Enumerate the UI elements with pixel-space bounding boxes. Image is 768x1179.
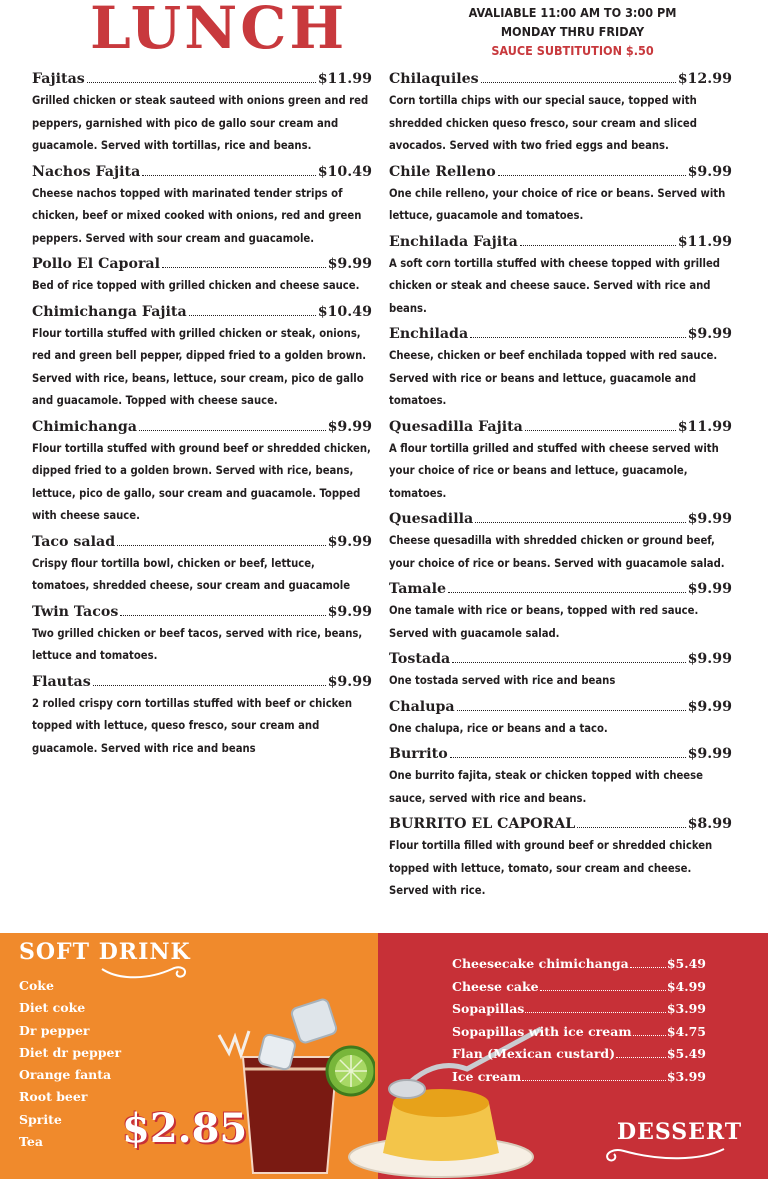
leader-dots <box>120 615 325 616</box>
menu-item <box>32 253 372 298</box>
dessert-price: $3.99 <box>666 1001 706 1016</box>
item-description: Cheese quesadilla with shredded chicken or ground beef, your choice of rice or beans. Served with guacamole salad. <box>389 534 725 570</box>
hours-info <box>455 3 690 60</box>
item-name: Taco salad <box>32 533 116 550</box>
item-name: Chimichanga Fajita <box>32 303 187 320</box>
item-name: Chalupa <box>389 698 455 715</box>
drink-price: $2.85 <box>122 1105 248 1152</box>
drink-item: Orange fanta <box>19 1067 112 1083</box>
dessert-item <box>452 998 706 1021</box>
dessert-price: $4.99 <box>666 978 706 994</box>
menu-column-right <box>389 68 732 906</box>
item-name: Chilaquiles <box>389 71 479 87</box>
item-description: One burrito fajita, steak or chicken topped with cheese sauce, served with rice and beans. <box>389 769 703 805</box>
item-description: Bed of rice topped with grilled chicken and cheese sauce. <box>32 279 360 292</box>
dessert-item <box>452 1043 706 1066</box>
leader-dots <box>142 175 315 176</box>
drink-item: Dr pepper <box>19 1022 90 1038</box>
item-name: Pollo El Caporal <box>32 256 160 272</box>
leader-dots <box>189 315 316 316</box>
item-price: $9.99 <box>327 603 372 620</box>
menu-item <box>389 323 732 413</box>
item-price: $9.99 <box>687 163 732 180</box>
dessert-title: DESSERT <box>617 1119 743 1145</box>
leader-dots <box>450 757 686 758</box>
leader-dots <box>457 710 686 711</box>
item-description: Flour tortilla stuffed with grilled chicken or steak, onions, red and green bell pepper, dipped fried to a golden brown. Served with rice, beans, lettuce, sour cream, pico de gallo and guacamole. Topped with cheese sauce. <box>32 326 367 407</box>
sauce-substitution-note: SAUCE SUBTITUTION $.50 <box>491 43 654 58</box>
dessert-name: Sopapillas with ice cream <box>452 1023 632 1039</box>
menu-item <box>389 648 732 693</box>
item-name: Nachos Fajita <box>32 163 141 180</box>
item-name: BURRITO EL CAPORAL <box>389 816 576 832</box>
drink-item: Diet coke <box>19 1000 86 1016</box>
menu-item <box>32 416 372 528</box>
item-name: Chimichanga <box>32 418 137 435</box>
item-price: $9.99 <box>687 651 732 667</box>
dessert-item <box>452 1021 706 1044</box>
item-name: Burrito <box>389 746 448 762</box>
leader-dots <box>525 430 676 431</box>
drink-item: Coke <box>19 978 54 993</box>
item-price: $9.99 <box>327 256 372 272</box>
menu-item <box>32 301 372 413</box>
item-description: One tamale with rice or beans, topped with red sauce. Served with guacamole salad. <box>389 604 699 640</box>
dessert-price: $5.49 <box>666 1046 706 1061</box>
item-name: Tostada <box>389 651 451 667</box>
item-price: $9.99 <box>687 326 732 342</box>
item-price: $9.99 <box>327 533 372 550</box>
item-description: Cheese, chicken or beef enchilada topped with red sauce. Served with rice or beans and lettuce, guacamole and tomatoes. <box>389 349 718 407</box>
leader-dots <box>525 1012 666 1013</box>
soft-drink-list <box>19 975 121 1153</box>
drink-item: Root beer <box>19 1089 88 1105</box>
item-price: $11.99 <box>677 418 732 435</box>
page-title: LUNCH <box>90 0 348 62</box>
menu-item <box>389 231 732 321</box>
item-description: One tostada served with rice and beans <box>389 674 616 687</box>
item-description: Corn tortilla chips with our special sauce, topped with shredded chicken queso fresco, sour cream and sliced avocados. Served with two fried eggs and beans. <box>389 94 697 152</box>
leader-dots <box>498 175 686 176</box>
item-price: $11.99 <box>317 71 372 87</box>
leader-dots <box>616 1057 666 1058</box>
item-price: $10.49 <box>317 163 372 180</box>
item-price: $11.99 <box>677 233 732 250</box>
dessert-price: $4.75 <box>666 1023 706 1039</box>
dessert-name: Cheese cake <box>452 978 539 994</box>
dessert-name: Flan (Mexican custard) <box>452 1046 616 1061</box>
item-price: $10.49 <box>317 303 372 320</box>
dessert-name: Sopapillas <box>452 1001 525 1016</box>
leader-dots <box>162 267 326 268</box>
item-name: Twin Tacos <box>32 603 119 620</box>
leader-dots <box>520 245 676 246</box>
item-description: One chile relleno, your choice of rice or beans. Served with lettuce, guacamole and tomatoes. <box>389 186 726 222</box>
item-price: $8.99 <box>687 816 732 832</box>
dessert-price: $5.49 <box>666 956 706 971</box>
menu-item <box>389 696 732 741</box>
leader-dots <box>452 662 685 663</box>
dessert-item <box>452 1066 706 1089</box>
item-name: Quesadilla Fajita <box>389 418 523 435</box>
leader-dots <box>633 1035 666 1036</box>
leader-dots <box>448 592 686 593</box>
hours-line-1: AVALIABLE 11:00 AM TO 3:00 PM <box>468 5 677 20</box>
item-description: Cheese nachos topped with marinated tender strips of chicken, beef or mixed cooked with onions, red and green peppers. Served with sour cream and guacamole. <box>32 186 362 245</box>
menu-item <box>32 531 372 598</box>
menu-item <box>32 601 372 668</box>
menu-item <box>32 671 372 761</box>
item-name: Tamale <box>389 581 447 597</box>
menu-item <box>389 578 732 645</box>
soft-drink-title: SOFT DRINK <box>19 939 191 965</box>
dessert-item <box>452 953 706 976</box>
leader-dots <box>87 82 316 83</box>
leader-dots <box>522 1080 666 1081</box>
item-description: Crispy flour tortilla bowl, chicken or beef, lettuce, tomatoes, shredded cheese, sour cream and guacamole <box>32 556 351 592</box>
item-description: A soft corn tortilla stuffed with cheese topped with grilled chicken or steak and cheese sauce. Served with rice and beans. <box>389 256 720 315</box>
dessert-price: $3.99 <box>666 1068 706 1084</box>
dessert-list <box>452 953 706 1088</box>
leader-dots <box>630 967 666 968</box>
bottom-banner <box>0 933 768 1179</box>
item-price: $9.99 <box>327 673 372 690</box>
menu-item <box>389 161 732 228</box>
drink-item: Sprite <box>19 1111 62 1127</box>
item-name: Enchilada Fajita <box>389 233 518 250</box>
item-price: $12.99 <box>677 71 732 87</box>
item-name: Chile Relleno <box>389 163 496 180</box>
swirl-ornament-icon <box>600 1143 730 1165</box>
menu-item <box>389 68 732 158</box>
item-description: Two grilled chicken or beef tacos, served with rice, beans, lettuce and tomatoes. <box>32 626 363 662</box>
dessert-name: Cheesecake chimichanga <box>452 956 629 971</box>
item-price: $9.99 <box>687 511 732 527</box>
menu-item <box>389 508 732 575</box>
item-price: $9.99 <box>687 746 732 762</box>
menu-item <box>32 68 372 158</box>
item-price: $9.99 <box>687 581 732 597</box>
item-description: Flour tortilla stuffed with ground beef or shredded chicken, dipped fried to a golden brown. Served with rice, beans, lettuce, pico de gallo, sour cream and guacamole. Topped with cheese sauce. <box>32 441 371 522</box>
drink-item: Tea <box>19 1134 43 1150</box>
item-name: Quesadilla <box>389 511 474 527</box>
menu-column-left <box>32 68 372 763</box>
item-description: 2 rolled crispy corn tortillas stuffed with beef or chicken topped with lettuce, queso fresco, sour cream and guacamole. Served with rice and beans <box>32 696 353 755</box>
drink-item: Diet dr pepper <box>19 1044 122 1060</box>
leader-dots <box>93 685 326 686</box>
item-description: Flour tortilla filled with ground beef or shredded chicken topped with lettuce, tomato, sour cream and cheese. Served with rice. <box>389 839 713 897</box>
menu-item <box>389 416 732 506</box>
dessert-name: Ice cream <box>452 1068 522 1084</box>
hours-line-2: MONDAY THRU FRIDAY <box>500 24 645 39</box>
item-description: Grilled chicken or steak sauteed with onions green and red peppers, garnished with pico de gallo sour cream and guacamole. Served with tortillas, rice and beans. <box>32 94 369 152</box>
menu-item <box>389 743 732 810</box>
item-name: Flautas <box>32 673 91 690</box>
item-name: Fajitas <box>32 71 85 87</box>
leader-dots <box>117 545 325 546</box>
item-description: A flour tortilla grilled and stuffed with cheese served with your choice of rice or beans and lettuce, guacamole, tomatoes. <box>389 441 719 500</box>
dessert-item <box>452 976 706 999</box>
leader-dots <box>481 82 676 83</box>
leader-dots <box>139 430 326 431</box>
item-description: One chalupa, rice or beans and a taco. <box>389 721 608 735</box>
leader-dots <box>470 337 685 338</box>
leader-dots <box>475 522 685 523</box>
menu-item <box>389 813 732 903</box>
leader-dots <box>540 990 666 991</box>
item-name: Enchilada <box>389 326 469 342</box>
item-price: $9.99 <box>687 698 732 715</box>
item-price: $9.99 <box>327 418 372 435</box>
leader-dots <box>577 827 685 828</box>
menu-item <box>32 161 372 251</box>
